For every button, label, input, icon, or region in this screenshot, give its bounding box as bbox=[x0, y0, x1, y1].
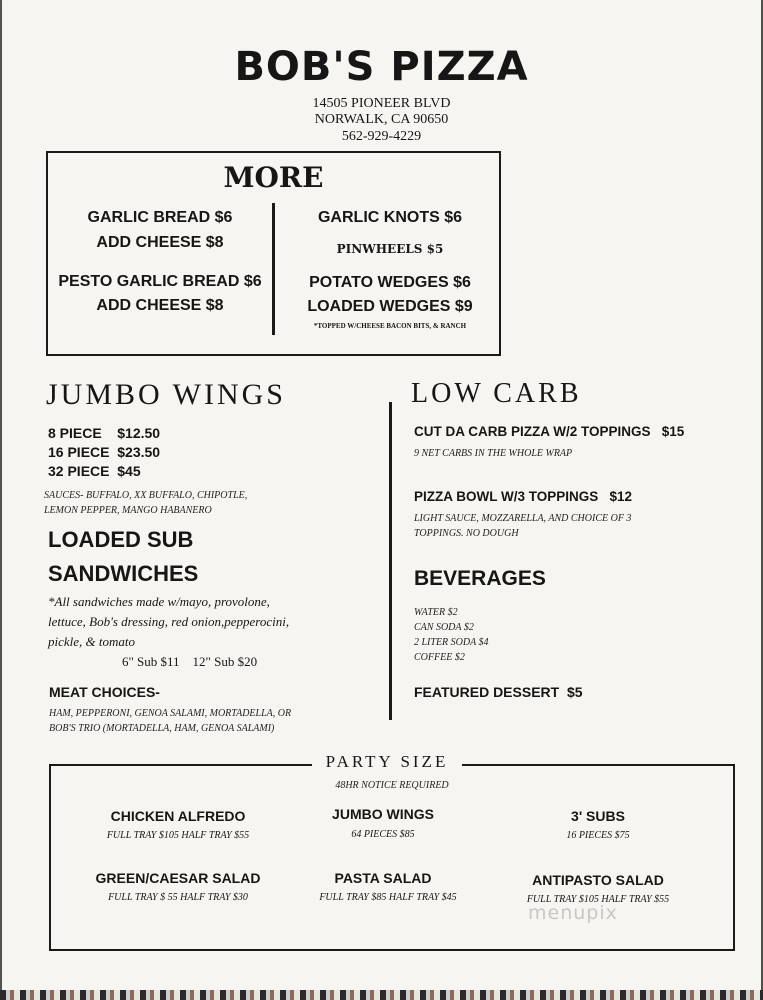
pizza-bowl-item: PIZZA BOWL W/3 TOPPINGS $12 bbox=[414, 489, 633, 504]
jumbo-wings-heading: JUMBO WINGS bbox=[46, 378, 286, 411]
party-notice: 48HR NOTICE REQUIRED bbox=[335, 780, 449, 791]
party-antipasto-salad-price: FULL TRAY $105 HALF TRAY $55 bbox=[526, 894, 670, 905]
meat-choices-line-1: HAM, PEPPERONI, GENOA SALAMI, MORTADELLA, OR bbox=[49, 708, 292, 719]
party-jumbo-wings-price: 64 PIECES $85 bbox=[351, 829, 415, 840]
wings-32-piece: 32 PIECE $45 bbox=[48, 463, 141, 479]
cut-da-carb-pizza-item: CUT DA CARB PIZZA W/2 TOPPINGS $15 bbox=[414, 424, 685, 439]
phone-number: 562-929-4229 bbox=[341, 129, 422, 144]
cut-da-carb-note: 9 NET CARBS IN THE WHOLE WRAP bbox=[414, 448, 573, 459]
party-size-box bbox=[49, 764, 735, 951]
pesto-add-cheese: ADD CHEESE $8 bbox=[96, 297, 224, 314]
party-size-heading: PARTY SIZE bbox=[312, 752, 462, 772]
loaded-sub-heading-2: SANDWICHES bbox=[48, 561, 199, 586]
party-pasta-salad-price: FULL TRAY $85 HALF TRAY $45 bbox=[319, 892, 457, 903]
wing-sauces-line-1: SAUCES- BUFFALO, XX BUFFALO, CHIPOTLE, bbox=[44, 490, 248, 501]
tablecloth-background bbox=[0, 990, 763, 1000]
low-carb-heading: LOW CARB bbox=[411, 378, 582, 409]
more-divider bbox=[272, 203, 275, 335]
column-divider bbox=[389, 402, 392, 720]
party-pasta-salad: PASTA SALAD bbox=[334, 870, 432, 886]
sub-sizes-prices: 6" Sub $11 12" Sub $20 bbox=[122, 654, 258, 669]
menupix-watermark: menupix bbox=[528, 902, 618, 924]
wings-16-piece: 16 PIECE $23.50 bbox=[48, 444, 161, 460]
party-chicken-alfredo: CHICKEN ALFREDO bbox=[110, 808, 246, 824]
party-green-caesar-salad-price: FULL TRAY $ 55 HALF TRAY $30 bbox=[108, 892, 248, 903]
garlic-bread-item: GARLIC BREAD $6 bbox=[87, 209, 233, 226]
meat-choices-heading: MEAT CHOICES- bbox=[49, 684, 160, 700]
party-antipasto-salad: ANTIPASTO SALAD bbox=[532, 872, 664, 888]
party-3ft-subs: 3' SUBS bbox=[571, 808, 625, 824]
party-jumbo-wings: JUMBO WINGS bbox=[332, 806, 434, 822]
featured-dessert-item: FEATURED DESSERT $5 bbox=[414, 684, 583, 700]
address-line-2: NORWALK, CA 90650 bbox=[314, 112, 449, 127]
loaded-sub-heading-1: LOADED SUB bbox=[48, 527, 194, 552]
beverage-water: WATER $2 bbox=[414, 607, 458, 618]
loaded-wedges-note: *TOPPED W/CHEESE BACON BITS, & RANCH bbox=[313, 322, 467, 330]
subs-description-2: lettuce, Bob's dressing, red onion,pepperocini, bbox=[48, 614, 290, 629]
party-green-caesar-salad: GREEN/CAESAR SALAD bbox=[95, 870, 261, 886]
beverage-can-soda: CAN SODA $2 bbox=[414, 622, 474, 633]
beverage-coffee: COFFEE $2 bbox=[414, 652, 465, 663]
pinwheels-item: PINWHEELS $5 bbox=[336, 242, 444, 256]
more-heading: MORE bbox=[223, 161, 324, 194]
garlic-knots-item: GARLIC KNOTS $6 bbox=[317, 209, 462, 226]
pizza-bowl-note-2: TOPPINGS. NO DOUGH bbox=[414, 528, 519, 539]
beverages-heading: BEVERAGES bbox=[414, 567, 546, 590]
garlic-bread-add-cheese: ADD CHEESE $8 bbox=[96, 234, 224, 251]
subs-description-1: *All sandwiches made w/mayo, provolone, bbox=[48, 594, 270, 609]
pesto-garlic-bread-item: PESTO GARLIC BREAD $6 bbox=[58, 273, 262, 290]
beverage-2-liter-soda: 2 LITER SODA $4 bbox=[414, 637, 489, 648]
address-line-1: 14505 PIONEER BLVD bbox=[312, 96, 451, 111]
wings-8-piece: 8 PIECE $12.50 bbox=[48, 425, 161, 441]
pizza-bowl-note-1: LIGHT SAUCE, MOZZARELLA, AND CHOICE OF 3 bbox=[414, 513, 632, 524]
wing-sauces-line-2: LEMON PEPPER, MANGO HABANERO bbox=[44, 505, 212, 516]
party-chicken-alfredo-price: FULL TRAY $105 HALF TRAY $55 bbox=[106, 830, 250, 841]
potato-wedges-item: POTATO WEDGES $6 bbox=[309, 274, 471, 291]
restaurant-name: BOB'S PIZZA bbox=[234, 44, 529, 90]
party-3ft-subs-price: 16 PIECES $75 bbox=[566, 830, 630, 841]
subs-description-3: pickle, & tomato bbox=[48, 634, 136, 649]
loaded-wedges-item: LOADED WEDGES $9 bbox=[307, 298, 473, 315]
meat-choices-line-2: BOB'S TRIO (MORTADELLA, HAM, GENOA SALAMI) bbox=[49, 723, 275, 734]
